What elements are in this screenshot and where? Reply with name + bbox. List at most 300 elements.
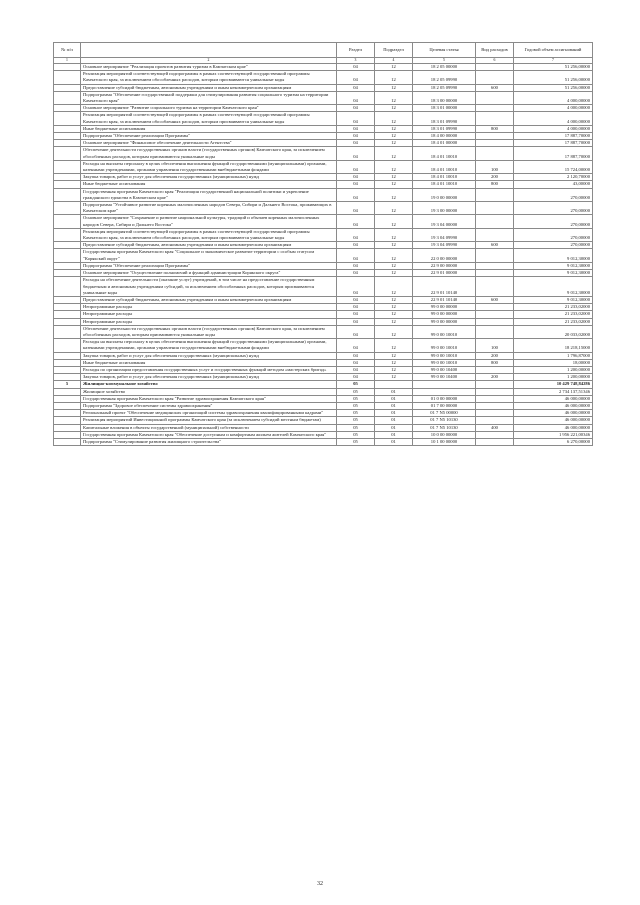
row-target-article: 18 3 00 00000 [413, 91, 476, 104]
row-section: 04 [337, 188, 375, 201]
row-section: 04 [337, 304, 375, 311]
row-target-article: 01 7 N5 10130 [413, 424, 476, 431]
row-target-article: 18 4 01 00000 [413, 140, 476, 147]
row-number [54, 270, 81, 277]
header-expense-type: Вид расходов [476, 43, 514, 58]
row-expense-type [476, 133, 514, 140]
row-number [54, 105, 81, 112]
row-name: Подпрограмма "Устойчивое развитие коренных малочисленных народов Севера, Сибири и Дальнего Востока, проживающих в Камчатском крае" [81, 202, 337, 215]
row-number [54, 160, 81, 173]
row-target-article: 10 0 00 00000 [413, 431, 476, 438]
row-section: 04 [337, 270, 375, 277]
row-target-article: 18 4 01 10010 [413, 147, 476, 160]
row-number [54, 242, 81, 249]
row-target-article: 19 3 04 09990 [413, 228, 476, 241]
table-row [54, 188, 593, 201]
row-target-article: 01 7 N5 10130 [413, 417, 476, 424]
row-amount: 51 256,00000 [514, 64, 593, 71]
row-subsection: 12 [375, 366, 413, 373]
row-amount: 46 000,00000 [514, 410, 593, 417]
row-section: 04 [337, 147, 375, 160]
row-target-article: 99 0 00 10400 [413, 374, 476, 381]
row-section: 04 [337, 262, 375, 269]
row-name: Жилищное хозяйство [81, 388, 337, 395]
row-name: Основное мероприятие "Развитие социального туризма на территории Камчатского края" [81, 105, 337, 112]
table-row [54, 374, 593, 381]
row-expense-type [476, 438, 514, 445]
row-number [54, 91, 81, 104]
column-number: 7 [514, 58, 593, 64]
column-number: 3 [337, 58, 375, 64]
row-subsection: 12 [375, 262, 413, 269]
row-number [54, 395, 81, 402]
row-expense-type [476, 277, 514, 297]
row-expense-type [476, 366, 514, 373]
row-number [54, 174, 81, 181]
row-number [54, 352, 81, 359]
row-subsection: 12 [375, 339, 413, 352]
header-number: № п/п [54, 43, 81, 58]
row-target-article [413, 381, 476, 388]
row-number [54, 140, 81, 147]
table-row [54, 174, 593, 181]
row-subsection: 12 [375, 374, 413, 381]
row-name: Иные бюджетные ассигнования [81, 125, 337, 132]
table-row [54, 339, 593, 352]
table-row [54, 438, 593, 445]
table-row [54, 140, 593, 147]
row-section: 05 [337, 431, 375, 438]
row-amount: 270,00000 [514, 202, 593, 215]
row-name: Основное мероприятие "Реализация проектов развития туризма в Камчатском крае" [81, 64, 337, 71]
row-name: Основное мероприятие "Осуществление полномочий и функций администрации Корякского округа" [81, 270, 337, 277]
row-subsection: 12 [375, 147, 413, 160]
row-subsection: 01 [375, 417, 413, 424]
table-row [54, 228, 593, 241]
row-amount: 43,00000 [514, 181, 593, 188]
row-expense-type [476, 431, 514, 438]
row-target-article: 99 0 00 10010 [413, 339, 476, 352]
row-section: 04 [337, 140, 375, 147]
row-section: 04 [337, 374, 375, 381]
table-row [54, 395, 593, 402]
row-number [54, 215, 81, 228]
row-number [54, 417, 81, 424]
table-row [54, 84, 593, 91]
table-row [54, 181, 593, 188]
row-name: Реализация мероприятий соответствующей подпрограммы в рамках соответствующей государственной программы Камчатского края, за исключением обособленных расходов, которым присваиваются уникальные коды [81, 71, 337, 84]
row-expense-type [476, 395, 514, 402]
row-number [54, 147, 81, 160]
row-amount: 21 233,02000 [514, 304, 593, 311]
row-target-article: 99 0 00 00000 [413, 304, 476, 311]
row-target-article: 22 9 01 10140 [413, 296, 476, 303]
row-target-article: 22 0 00 00000 [413, 249, 476, 262]
row-section: 04 [337, 105, 375, 112]
row-name: Реализация мероприятий соответствующей подпрограммы в рамках соответствующей государственной программы Камчатского края, за исключением обособленных расходов, которым присваиваются уникальные коды [81, 112, 337, 125]
row-amount: 46 000,00000 [514, 395, 593, 402]
row-target-article: 01 7 N5 00000 [413, 410, 476, 417]
row-name: Закупка товаров, работ и услуг для обеспечения государственных (муниципальных) нужд [81, 352, 337, 359]
row-expense-type: 400 [476, 424, 514, 431]
table-row [54, 424, 593, 431]
page-number: 32 [317, 881, 323, 887]
row-subsection: 01 [375, 424, 413, 431]
row-name: Иные бюджетные ассигнования [81, 181, 337, 188]
row-expense-type: 800 [476, 125, 514, 132]
row-amount: 270,00000 [514, 215, 593, 228]
header-target-article: Целевая статья [413, 43, 476, 58]
row-section: 05 [337, 402, 375, 409]
row-name: Основное мероприятие "Сохранение и развитие национальной культуры, традиций и обычаев коренных малочисленных народов Севера, Сибири и Дальнего Востока" [81, 215, 337, 228]
row-subsection: 12 [375, 91, 413, 104]
row-name: Обеспечение деятельности государственных органов власти (государственных органов) Камчатского края, за исключением обособленных расходов, которым присваиваются уникальные коды [81, 147, 337, 160]
row-subsection: 12 [375, 125, 413, 132]
table-header-row [54, 43, 593, 58]
row-name: Подпрограмма "Обеспечение реализации Программы" [81, 133, 337, 140]
row-subsection: 12 [375, 71, 413, 84]
row-name: Расходы по организации предоставления государственных услуг и государственных функций методом «мастерских бригад» [81, 366, 337, 373]
row-section: 04 [337, 325, 375, 338]
table-row [54, 417, 593, 424]
table-row [54, 147, 593, 160]
row-expense-type [476, 140, 514, 147]
row-section: 05 [337, 417, 375, 424]
row-expense-type: 600 [476, 296, 514, 303]
row-subsection: 12 [375, 249, 413, 262]
row-expense-type [476, 402, 514, 409]
row-target-article: 18 4 01 10010 [413, 160, 476, 173]
row-expense-type: 200 [476, 374, 514, 381]
header-name [81, 43, 337, 58]
row-number [54, 202, 81, 215]
row-target-article: 18 2 05 00000 [413, 64, 476, 71]
row-target-article: 18 2 05 09990 [413, 84, 476, 91]
row-amount: 51 256,00000 [514, 71, 593, 84]
row-amount: 18 218,15000 [514, 339, 593, 352]
row-amount: 21 233,02000 [514, 311, 593, 318]
row-target-article: 19 3 04 09990 [413, 242, 476, 249]
row-number [54, 64, 81, 71]
row-target-article: 18 4 01 10010 [413, 181, 476, 188]
table-row [54, 311, 593, 318]
row-name: Закупка товаров, работ и услуг для обеспечения государственных (муниципальных) нужд [81, 174, 337, 181]
row-subsection: 12 [375, 64, 413, 71]
row-number [54, 296, 81, 303]
row-number [54, 188, 81, 201]
row-name: Подпрограмма "Обеспечение государственной поддержки для стимулирования развития социального туризма на территории Камчатского края" [81, 91, 337, 104]
table-row [54, 381, 593, 388]
row-target-article: 22 9 01 00000 [413, 270, 476, 277]
row-name: Реализация мероприятий соответствующей подпрограммы в рамках соответствующей государственной программы Камчатского края, за исключением обособленных расходов, которым присваиваются уникальные коды [81, 228, 337, 241]
row-target-article: 99 0 00 00000 [413, 311, 476, 318]
row-section: 04 [337, 125, 375, 132]
row-target-article: 18 3 01 09990 [413, 112, 476, 125]
row-section: 04 [337, 160, 375, 173]
row-expense-type [476, 249, 514, 262]
row-expense-type [476, 188, 514, 201]
row-section: 04 [337, 311, 375, 318]
row-section: 04 [337, 112, 375, 125]
row-number [54, 228, 81, 241]
row-name: Государственная программа Камчатского края "Социальное и экономическое развитие территории с особым статусом "Корякский округ" [81, 249, 337, 262]
column-number: 6 [476, 58, 514, 64]
row-amount: 10 429 748,84286 [514, 381, 593, 388]
row-subsection: 12 [375, 140, 413, 147]
row-section: 04 [337, 242, 375, 249]
table-row [54, 105, 593, 112]
row-amount: 4 000,00000 [514, 112, 593, 125]
row-expense-type: 600 [476, 242, 514, 249]
row-target-article: 01 0 00 00000 [413, 395, 476, 402]
table-row [54, 64, 593, 71]
row-target-article: 18 3 01 00000 [413, 105, 476, 112]
table-row [54, 318, 593, 325]
row-section: 04 [337, 215, 375, 228]
row-amount: 1 200,00000 [514, 366, 593, 373]
row-name: Реализация мероприятий Инвестиционной программы Камчатского края (за исключением субсидий местным бюджетам) [81, 417, 337, 424]
row-subsection: 12 [375, 174, 413, 181]
row-name: Предоставление субсидий бюджетным, автономным учреждениям и иным некоммерческим организациям [81, 296, 337, 303]
row-subsection: 12 [375, 105, 413, 112]
row-target-article: 18 4 00 00000 [413, 133, 476, 140]
table-row [54, 366, 593, 373]
row-amount: 18,00000 [514, 359, 593, 366]
row-target-article [413, 388, 476, 395]
row-amount: 15 724,00000 [514, 160, 593, 173]
row-subsection: 12 [375, 202, 413, 215]
row-name: Непрограммные расходы [81, 304, 337, 311]
row-number [54, 388, 81, 395]
table-row [54, 215, 593, 228]
table-row [54, 402, 593, 409]
row-section: 04 [337, 366, 375, 373]
row-amount: 17 887,70000 [514, 147, 593, 160]
row-number [54, 438, 81, 445]
row-subsection: 12 [375, 160, 413, 173]
row-subsection: 12 [375, 84, 413, 91]
row-number [54, 325, 81, 338]
row-expense-type: 800 [476, 181, 514, 188]
row-number [54, 402, 81, 409]
row-target-article: 18 3 01 09990 [413, 125, 476, 132]
table-row [54, 410, 593, 417]
row-expense-type [476, 64, 514, 71]
row-amount: 46 000,00000 [514, 424, 593, 431]
row-section: 04 [337, 181, 375, 188]
row-name: Государственная программа Камчатского края "Развитие здравоохранения Камчатского края" [81, 395, 337, 402]
row-section: 04 [337, 84, 375, 91]
row-subsection: 01 [375, 431, 413, 438]
row-section: 05 [337, 410, 375, 417]
row-name: Закупка товаров, работ и услуг для обеспечения государственных (муниципальных) нужд [81, 374, 337, 381]
row-number [54, 339, 81, 352]
row-subsection: 12 [375, 181, 413, 188]
row-subsection: 12 [375, 112, 413, 125]
row-number [54, 181, 81, 188]
row-section: 04 [337, 202, 375, 215]
row-amount: 2 734 137,51346 [514, 388, 593, 395]
row-number [54, 318, 81, 325]
row-expense-type [476, 388, 514, 395]
row-name: Расходы на обеспечение деятельности (оказание услуг) учреждений, в том числе на предоставление государственным бюджетным и автономным учреждениям субсидий, за исключением обособленных расходов, которым присваиваются уникальные коды [81, 277, 337, 297]
row-expense-type [476, 71, 514, 84]
table-row [54, 91, 593, 104]
table-row [54, 249, 593, 262]
row-expense-type [476, 228, 514, 241]
row-subsection: 01 [375, 410, 413, 417]
table-row [54, 388, 593, 395]
table-row [54, 112, 593, 125]
table-row [54, 325, 593, 338]
row-target-article: 18 4 01 10010 [413, 174, 476, 181]
budget-document [53, 42, 592, 446]
row-section: 04 [337, 64, 375, 71]
row-number [54, 277, 81, 297]
row-section: 04 [337, 133, 375, 140]
column-number: 4 [375, 58, 413, 64]
row-subsection: 12 [375, 325, 413, 338]
row-amount: 46 000,00000 [514, 417, 593, 424]
row-subsection [375, 381, 413, 388]
row-amount: 20 033,02000 [514, 325, 593, 338]
row-amount: 9 012,30000 [514, 277, 593, 297]
row-target-article: 19 3 04 00000 [413, 215, 476, 228]
row-subsection: 12 [375, 311, 413, 318]
row-amount: 4 000,00000 [514, 91, 593, 104]
row-subsection: 01 [375, 438, 413, 445]
column-number: 2 [81, 58, 337, 64]
row-expense-type [476, 311, 514, 318]
row-name: Расходы на выплаты персоналу в целях обеспечения выполнения функций государственными (муниципальными) органами, казенными учреждениями, органами управления государственными внебюджетными фондами [81, 339, 337, 352]
table-row [54, 296, 593, 303]
row-expense-type [476, 262, 514, 269]
header-annual-amount: Годовой объем ассигнований [514, 43, 593, 58]
row-expense-type [476, 381, 514, 388]
row-target-article: 99 0 00 10400 [413, 366, 476, 373]
row-expense-type [476, 417, 514, 424]
row-name: Предоставление субсидий бюджетным, автономным учреждениям и иным некоммерческим организациям [81, 242, 337, 249]
row-number [54, 262, 81, 269]
row-name: Жилищно-коммунальное хозяйство [81, 381, 337, 388]
row-amount: 1 796,87000 [514, 352, 593, 359]
row-section: 05 [337, 395, 375, 402]
row-section: 04 [337, 277, 375, 297]
row-name: Непрограммные расходы [81, 311, 337, 318]
row-section: 04 [337, 296, 375, 303]
row-number [54, 71, 81, 84]
row-number [54, 366, 81, 373]
row-name: Непрограммные расходы [81, 318, 337, 325]
row-subsection: 12 [375, 270, 413, 277]
row-expense-type [476, 147, 514, 160]
row-name: Обеспечение деятельности государственных органов власти (государственных органов) Камчатского края, за исключением обособленных расходов, которым присваиваются уникальные коды [81, 325, 337, 338]
row-name: Региональный проект "Обеспечение медицинских организаций системы здравоохранения квалифицированными кадрами" [81, 410, 337, 417]
row-amount: 9 012,30000 [514, 270, 593, 277]
row-subsection: 12 [375, 318, 413, 325]
row-number: 5 [54, 381, 81, 388]
table-row [54, 431, 593, 438]
row-name: Подпрограмма "Обеспечение реализации Программы" [81, 262, 337, 269]
row-section: 05 [337, 381, 375, 388]
row-amount: 1 956 221,00346 [514, 431, 593, 438]
row-expense-type: 800 [476, 359, 514, 366]
row-number [54, 374, 81, 381]
row-name: Подпрограмма "Здоровое обеспечение системы здравоохранения" [81, 402, 337, 409]
row-amount: 6 270,00000 [514, 438, 593, 445]
header-section: Раздел [337, 43, 375, 58]
row-number [54, 249, 81, 262]
row-expense-type [476, 215, 514, 228]
row-target-article: 99 0 00 00000 [413, 318, 476, 325]
row-amount: 9 012,30000 [514, 249, 593, 262]
row-subsection: 01 [375, 395, 413, 402]
row-expense-type: 100 [476, 160, 514, 173]
row-expense-type [476, 410, 514, 417]
row-number [54, 133, 81, 140]
row-expense-type [476, 91, 514, 104]
row-subsection: 12 [375, 352, 413, 359]
table-row [54, 270, 593, 277]
row-amount: 1 200,00000 [514, 374, 593, 381]
row-section: 04 [337, 339, 375, 352]
row-expense-type [476, 202, 514, 215]
column-number: 1 [54, 58, 81, 64]
table-row [54, 125, 593, 132]
row-number [54, 431, 81, 438]
row-amount: 4 000,00000 [514, 125, 593, 132]
row-target-article: 22 9 00 00000 [413, 262, 476, 269]
row-name: Предоставление субсидий бюджетным, автономным учреждениям и иным некоммерческим организациям [81, 84, 337, 91]
row-number [54, 112, 81, 125]
row-name: Основное мероприятие "Финансовое обеспечение деятельности Агентства" [81, 140, 337, 147]
row-target-article: 19 3 00 00000 [413, 202, 476, 215]
row-expense-type: 600 [476, 84, 514, 91]
row-amount: 17 887,70000 [514, 133, 593, 140]
header-subsection: Подраздел [375, 43, 413, 58]
table-row [54, 359, 593, 366]
budget-table [53, 42, 593, 446]
row-section: 04 [337, 91, 375, 104]
row-name: Государственная программа Камчатского края "Обеспечение доступным и комфортным жильем жителей Камчатского края" [81, 431, 337, 438]
row-expense-type [476, 105, 514, 112]
row-amount: 4 000,00000 [514, 105, 593, 112]
row-amount: 9 012,30000 [514, 262, 593, 269]
row-subsection: 12 [375, 296, 413, 303]
row-target-article: 18 2 05 09990 [413, 71, 476, 84]
table-row [54, 277, 593, 297]
row-target-article: 19 0 00 00000 [413, 188, 476, 201]
row-name: Государственная программа Камчатского края "Реализация государственной национальной политики и укрепление гражданского единства в Камчатском крае" [81, 188, 337, 201]
row-section: 04 [337, 71, 375, 84]
row-expense-type [476, 304, 514, 311]
row-target-article: 10 1 00 00000 [413, 438, 476, 445]
table-row [54, 352, 593, 359]
row-target-article: 99 0 00 10010 [413, 325, 476, 338]
row-target-article: 22 9 01 10140 [413, 277, 476, 297]
row-number [54, 304, 81, 311]
row-subsection: 12 [375, 304, 413, 311]
row-subsection: 01 [375, 402, 413, 409]
row-number [54, 424, 81, 431]
row-section: 04 [337, 249, 375, 262]
row-expense-type: 200 [476, 352, 514, 359]
table-row [54, 202, 593, 215]
row-number [54, 410, 81, 417]
row-subsection: 12 [375, 133, 413, 140]
table-row [54, 304, 593, 311]
row-name: Капитальные вложения в объекты государственной (муниципальной) собственности [81, 424, 337, 431]
